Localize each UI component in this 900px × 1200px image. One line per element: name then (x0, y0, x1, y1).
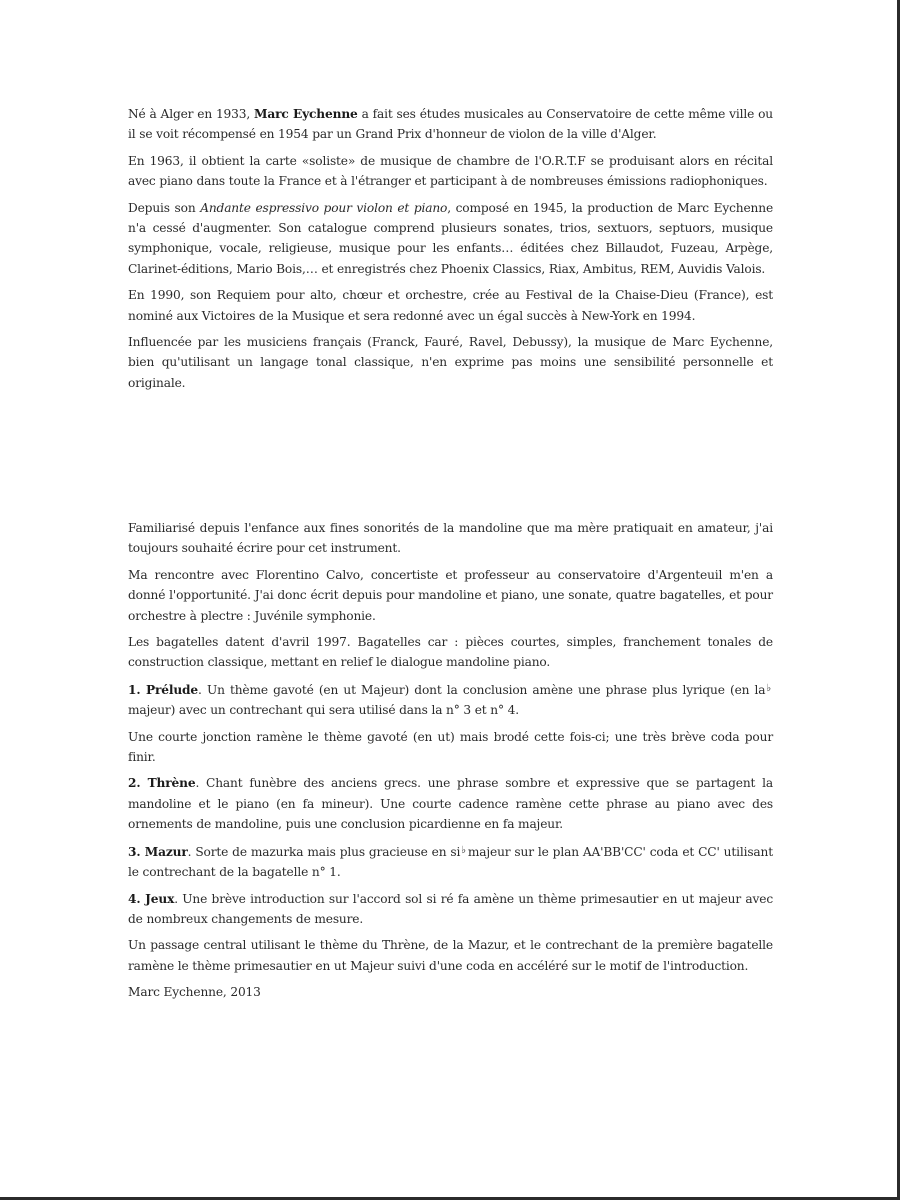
bio-text: Né à Alger en 1933, (128, 107, 255, 121)
bio-paragraph-1 (128, 104, 773, 145)
bio-text: , composé en 1945, la production de Marc Eychenne n'a cessé d'augmenter. Son catalogue comprend plusieurs sonates, trios, sextuors, septuors, musique symphonique, vocale, religieuse, musique pour les enfants… éditées chez Billaudot, Fuzeau, Arpège, Clarinet-éditions, Mario Bois,… et enregistrés chez Phoenix Classics, Riax, Ambitus, REM, Auvidis Valois. (128, 200, 774, 276)
notes-text: . Chant funèbre des anciens grecs. une phrase sombre et expressive que se partagent la mandoline et le piano (en fa mineur). Une courte cadence ramène cette phrase au piano avec des ornements de mandoline, puis une conclusion picardienne en fa majeur. (128, 776, 774, 832)
notes-text: . Sorte de mazurka mais plus gracieuse en si (187, 844, 461, 859)
bio-text: a fait ses études musicales au Conservatoire de cette même ville ou il se voit récompensé en 1954 par un Grand Prix d'honneur de violon de la ville d'Alger. (128, 107, 773, 142)
movement-title-threne: 2. Thrène (128, 776, 196, 791)
notes-text: . Une brève introduction sur l'accord sol si ré fa amène un thème primesautier en ut majeur avec de nombreux changements de mesure. (128, 891, 773, 926)
bio-text: Depuis son (128, 200, 201, 215)
bio-paragraph-3 (128, 198, 773, 280)
signature: Marc Eychenne, 2013 (128, 985, 261, 1000)
biography-section (128, 104, 773, 399)
notes-paragraph-5: Une courte jonction ramène le thème gavoté (en ut) mais brodé cette fois-ci; une très brève coda pour finir. (128, 729, 773, 765)
bio-paragraph-5: Influencée par les musiciens français (Franck, Fauré, Ravel, Debussy), la musique de Marc Eychenne, bien qu'utilisant un langage tonal classique, n'en exprime pas moins une sensibilité personnelle et originale. (128, 335, 773, 390)
work-title: Andante espressivo pour violon et piano (200, 200, 448, 215)
movement-title-mazur: 3. Mazur (128, 844, 188, 859)
flat-sign-icon: ♭ (766, 682, 771, 694)
bio-paragraph-4: En 1990, son Requiem pour alto, chœur et orchestre, crée au Festival de la Chaise-Dieu (France), est nominé aux Victoires de la Musique et sera redonné avec un égal succès à New-York en 1994. (128, 288, 773, 323)
notes-text: majeur) avec un contrechant qui sera utilisé dans la n° 3 et n° 4. (128, 703, 519, 718)
mazur-paragraph (128, 841, 773, 883)
movement-title-prelude: 1. Prélude (128, 682, 199, 697)
notes-paragraph-3: Les bagatelles datent d'avril 1997. Bagatelles car : pièces courtes, simples, franchement tonales de construction classique, mettant en relief le dialogue mandoline piano. (128, 635, 773, 670)
notes-paragraph-9: Un passage central utilisant le thème du Thrène, de la Mazur, et le contrechant de la première bagatelle ramène le thème primesautier en ut Majeur suivi d'une coda en accéléré sur le motif de l'introduction. (128, 938, 773, 973)
notes-paragraph-1: Familiarisé depuis l'enfance aux fines sonorités de la mandoline que ma mère pratiquait en amateur, j'ai toujours souhaité écrire pour cet instrument. (128, 521, 773, 556)
prelude-paragraph (128, 679, 773, 721)
notes-text: majeur sur le plan AA'BB'CC' coda et CC' utilisant le contrechant de la bagatelle n° 1. (128, 844, 773, 880)
flat-sign-icon: ♭ (461, 844, 466, 856)
notes-text: . Un thème gavoté (en ut Majeur) dont la conclusion amène une phrase plus lyrique (en la (198, 682, 766, 697)
program-notes-section (128, 518, 773, 1009)
notes-paragraph-2: Ma rencontre avec Florentino Calvo, concertiste et professeur au conservatoire d'Argenteuil m'en a donné l'opportunité. J'ai donc écrit depuis pour mandoline et piano, une sonate, quatre bagatelles, et pour orchestre à plectre : Juvénile symphonie. (128, 567, 773, 623)
threne-paragraph (128, 773, 773, 834)
composer-name: Marc Eychenne (254, 107, 358, 121)
bio-paragraph-2: En 1963, il obtient la carte «soliste» de musique de chambre de l'O.R.T.F se produisant alors en récital avec piano dans toute la France et à l'étranger et participant à de nombreuses émissions radiophoniques. (128, 153, 773, 189)
jeux-paragraph (128, 889, 773, 930)
movement-title-jeux: 4. Jeux (128, 891, 175, 906)
